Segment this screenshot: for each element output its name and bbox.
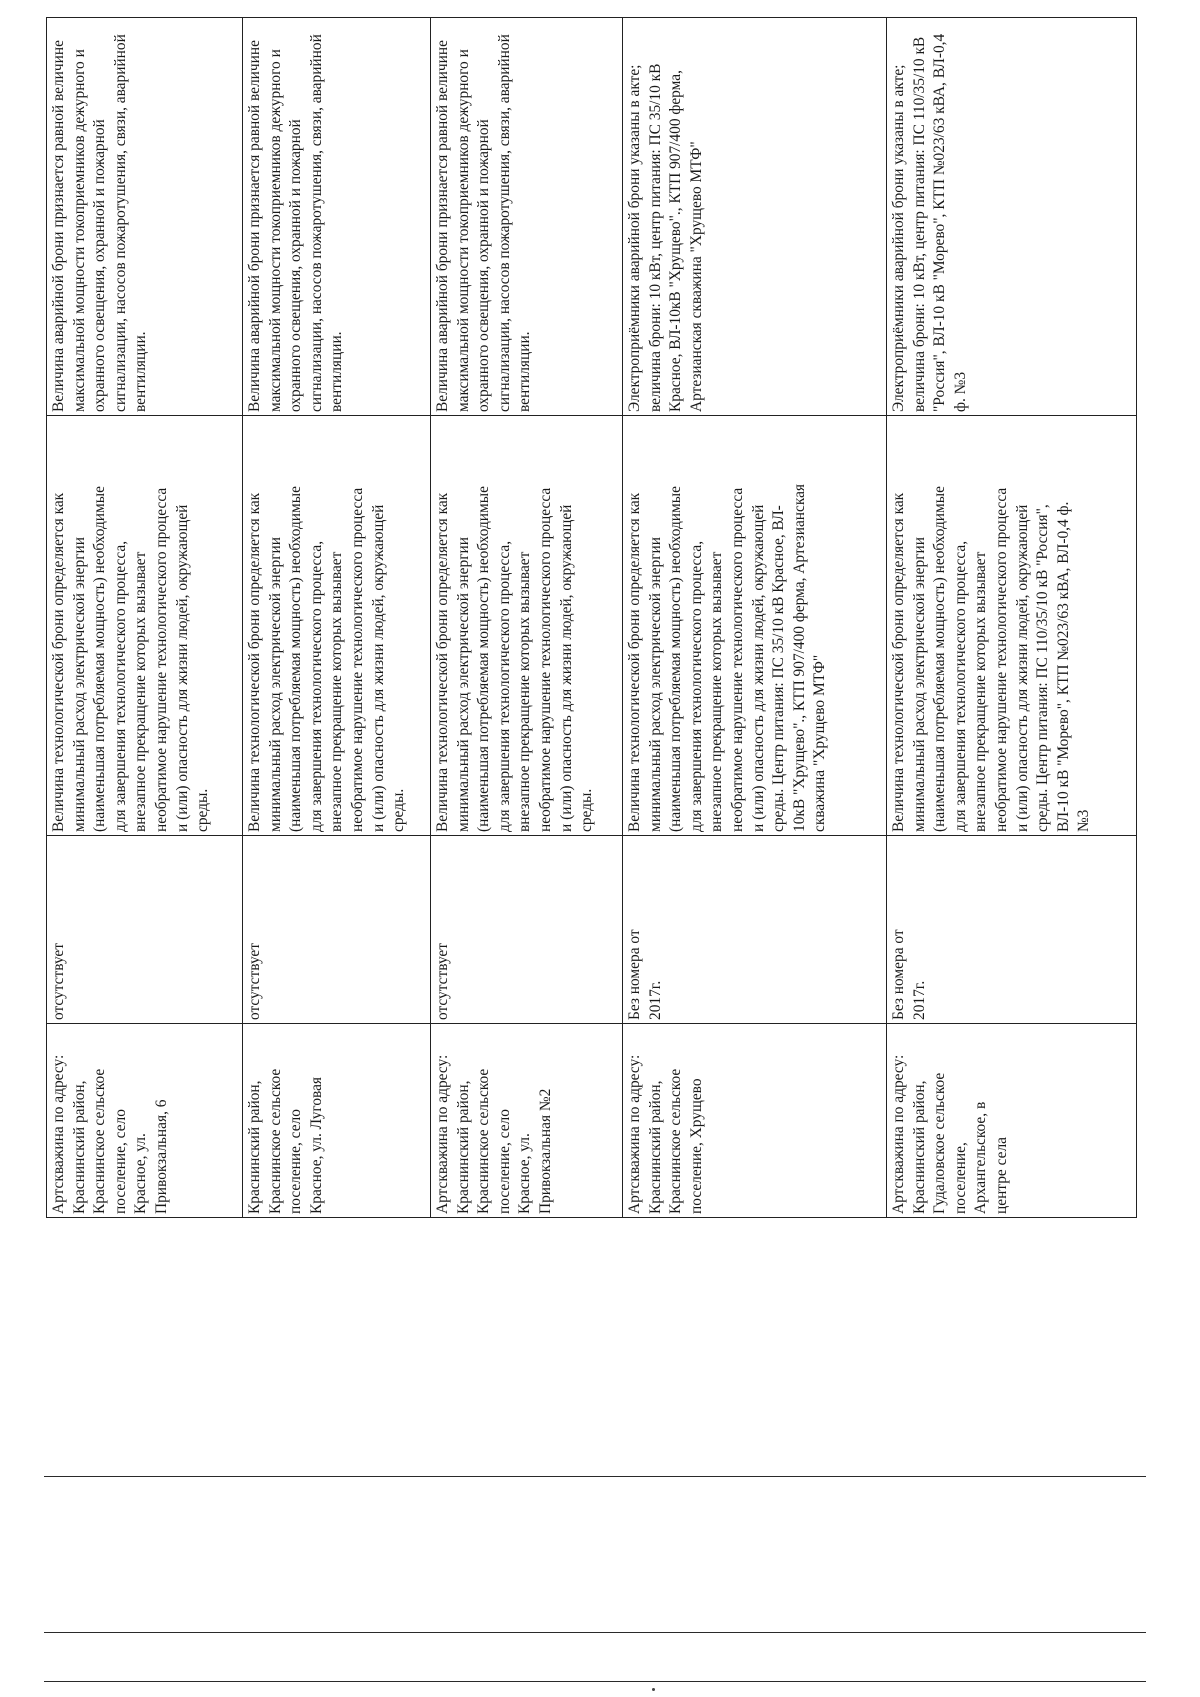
scan-speck bbox=[652, 1688, 655, 1691]
act-cell: отсутствует bbox=[431, 836, 623, 1024]
emergency-reserve-cell: Величина аварийной брони признается равной величине максимальной мощности токоприемников дежурного и охранного освещения, охранной и пожарной сигнализации, насосов пожаротушения, связи, аварийной вентиляции. bbox=[47, 18, 243, 416]
object-cell: Артскважина по адресу: Краснинский район, Краснинское сельское поселение, Хрущево bbox=[623, 1024, 887, 1218]
table-row bbox=[243, 18, 431, 1218]
technological-reserve-cell: Величина технологической брони определяется как минимальный расход электрической энергии (наименьшая потребляемая мощность) необходимые для завершения технологического процесса, внезапное прекращение которых вызывает необратимое нарушение технологического процесса и (или) опасность для жизни людей, окружающей среды. Центр питания: ПС 110/35/10 кВ "Россия", ВЛ-10 кВ "Морево", КТП №023/63 кВА, ВЛ-0,4 ф. №3 bbox=[887, 416, 1137, 836]
object-cell: Артскважина по адресу: Краснинский район, Гудаловское сельское поселение, Архангельское, в центре села bbox=[887, 1024, 1137, 1218]
reserve-table bbox=[46, 17, 1137, 1218]
emergency-reserve-cell: Электроприёмники аварийной брони указаны в акте; величина брони: 10 кВт, центр питания: ПС 35/10 кВ Красное, ВЛ-10кВ "Хрущево"., КТП 907/400 ферма, Артезианская скважина "Хрущево МТФ" bbox=[623, 18, 887, 416]
scan-line-3 bbox=[44, 1681, 1146, 1682]
technological-reserve-cell: Величина технологической брони определяется как минимальный расход электрической энергии (наименьшая потребляемая мощность) необходимые для завершения технологического процесса, внезапное прекращение которых вызывает необратимое нарушение технологического процесса и (или) опасность для жизни людей, окружающей среды. bbox=[47, 416, 243, 836]
rotated-page bbox=[46, 0, 1166, 1670]
technological-reserve-cell: Величина технологической брони определяется как минимальный расход электрической энергии (наименьшая потребляемая мощность) необходимые для завершения технологического процесса, внезапное прекращение которых вызывает необратимое нарушение технологического процесса и (или) опасность для жизни людей, окружающей среды. bbox=[243, 416, 431, 836]
table-row bbox=[623, 18, 887, 1218]
emergency-reserve-cell: Величина аварийной брони признается равной величине максимальной мощности токоприемников дежурного и охранного освещения, охранной и пожарной сигнализации, насосов пожаротушения, связи, аварийной вентиляции. bbox=[243, 18, 431, 416]
technological-reserve-cell: Величина технологической брони определяется как минимальный расход электрической энергии (наименьшая потребляемая мощность) необходимые для завершения технологического процесса, внезапное прекращение которых вызывает необратимое нарушение технологического процесса и (или) опасность для жизни людей, окружающей среды. bbox=[431, 416, 623, 836]
table-row bbox=[431, 18, 623, 1218]
object-cell: Артскважина по адресу: Краснинский район, Краснинское сельское поселение, село Красное, ул. Привокзальная, 6 bbox=[47, 1024, 243, 1218]
table-row bbox=[887, 18, 1137, 1218]
object-cell: Артскважина по адресу: Краснинский район, Краснинское сельское поселение, село Красное, ул. Привокзальная №2 bbox=[431, 1024, 623, 1218]
technological-reserve-cell: Величина технологической брони определяется как минимальный расход электрической энергии (наименьшая потребляемая мощность) необходимые для завершения технологического процесса, внезапное прекращение которых вызывает необратимое нарушение технологического процесса и (или) опасность для жизни людей, окружающей среды. Центр питания: ПС 35/10 кВ Красное, ВЛ- 10кВ "Хрущево"., КТП 907/400 ферма, Артезианская скважина "Хрущево МТФ" bbox=[623, 416, 887, 836]
act-cell: отсутствует bbox=[47, 836, 243, 1024]
object-cell: Краснинский район, Краснинское сельское поселение, село Красное, ул. Луговая bbox=[243, 1024, 431, 1218]
table-row bbox=[47, 18, 243, 1218]
emergency-reserve-cell: Величина аварийной брони признается равной величине максимальной мощности токоприемников дежурного и охранного освещения, охранной и пожарной сигнализации, насосов пожаротушения, связи, аварийной вентиляции. bbox=[431, 18, 623, 416]
act-cell: отсутствует bbox=[243, 836, 431, 1024]
emergency-reserve-cell: Электроприёмники аварийной брони указаны в акте; величина брони: 10 кВт, центр питания: ПС 110/35/10 кВ "Россия", ВЛ-10 кВ "Морево", КТП №023/63 кВА, ВЛ-0,4 ф. №3 bbox=[887, 18, 1137, 416]
act-cell: Без номера от 2017г. bbox=[887, 836, 1137, 1024]
act-cell: Без номера от 2017г. bbox=[623, 836, 887, 1024]
